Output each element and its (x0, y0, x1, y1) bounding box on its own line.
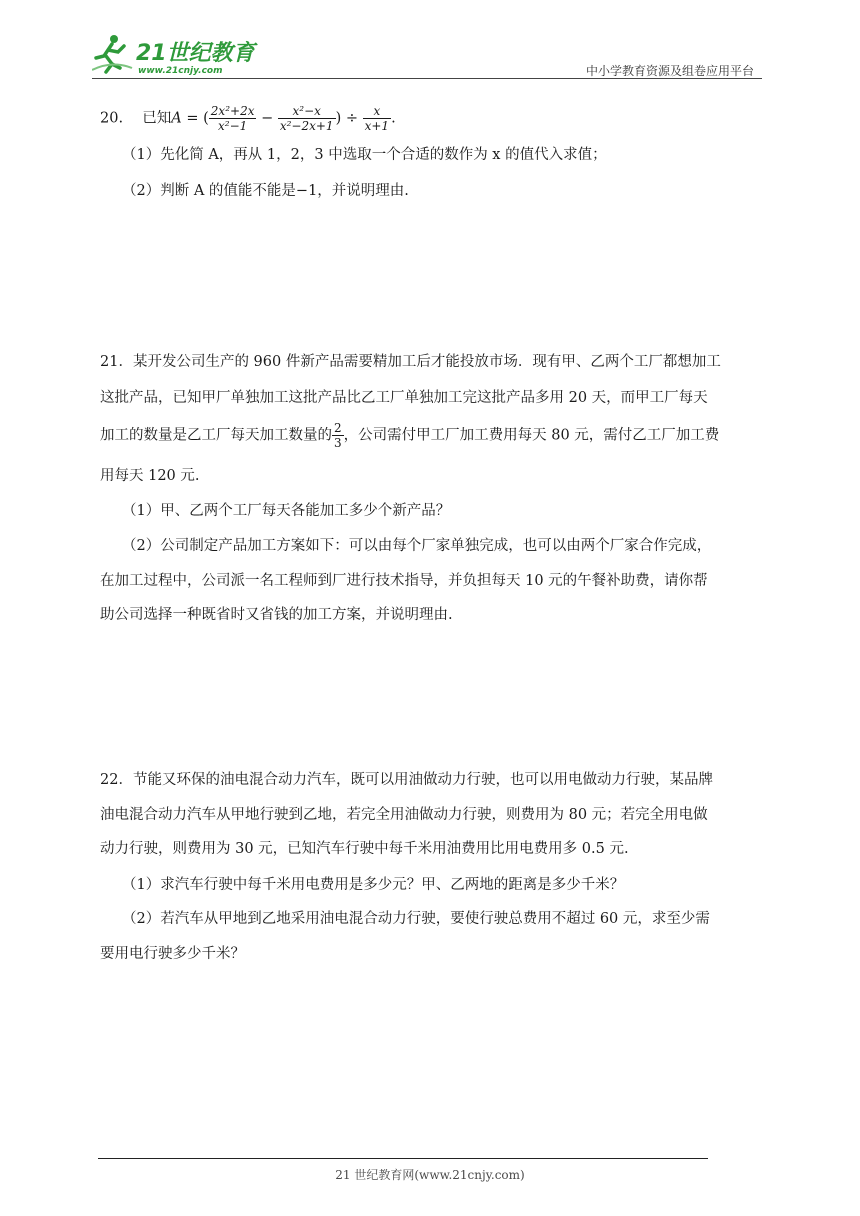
header-divider (92, 78, 762, 79)
q20-fraction-2: $\frac{\text{x²−x}}{\text{x²−2x+1}}$ (279, 104, 334, 133)
q22-line-1: 22．节能又环保的油电混合动力汽车，既可以用油做动力行驶，也可以用电做动力行驶，某品牌 (100, 772, 713, 788)
logo-21cnjy (92, 30, 262, 76)
q21-line-2: 这批产品，已知甲厂单独加工这批产品比乙工厂单独加工完这批产品多用 20 天，而甲工厂每天 (100, 390, 708, 406)
logo-text: 21世纪教育 (136, 41, 255, 66)
q21-fraction: $\frac{2}{3}$ (334, 421, 342, 450)
page-header (92, 30, 762, 80)
q22-line-3: 动力行驶，则费用为 30 元，已知汽车行驶中每千米用油费用比用电费用多 0.5 元. (100, 841, 629, 857)
q20-stem: 20. 已知A = ( $\frac{\text{2x²+2x}}{\text{x²−1}}$ − $\frac{\text{x²−x}}{\text{x²−2x+1}}$ ) ÷ $\frac{x}{x+1}$ . (100, 104, 396, 133)
footer-divider (98, 1158, 708, 1159)
q20-fraction-1: $\frac{\text{2x²+2x}}{\text{x²−1}}$ (210, 104, 255, 133)
q20-var: A (171, 110, 182, 127)
q21-line-1: 21．某开发公司生产的 960 件新产品需要精加工后才能投放市场．现有甲、乙两个工厂都想加工 (100, 354, 721, 370)
q20-part-2: （2）判断 A 的值能不能是−1，并说明理由. (122, 183, 409, 199)
q22-part-2-line-2: 要用电行驶多少千米？ (100, 946, 245, 962)
q22-part-1: （1）求汽车行驶中每千米用电费用是多少元？甲、乙两地的距离是多少千米？ (122, 877, 625, 893)
q21-line-4: 用每天 120 元. (100, 468, 200, 484)
q20-number: 20. (100, 110, 124, 127)
q21-part-2-line-3: 助公司选择一种既省时又省钱的加工方案，并说明理由. (100, 607, 453, 623)
q20-eq: = ( (181, 110, 209, 127)
site-name: 中小学教育资源及组卷应用平台 (585, 64, 754, 78)
q20-fraction-3: $\frac{x}{x+1}$ (364, 104, 390, 133)
q22-line-2: 油电混合动力汽车从甲地行驶到乙地，若完全用油做动力行驶，则费用为 80 元；若完全用电做 (100, 807, 708, 823)
q21-line-3: 加工的数量是乙工厂每天加工数量的 $\frac{2}{3}$ ，公司需付甲工厂加工费用每天 80 元，需付乙工厂加工费 (100, 421, 720, 450)
q20-part-1: （1）先化简 A，再从 1，2，3 中选取一个合适的数作为 x 的值代入求值； (122, 147, 607, 163)
q21-part-1: （1）甲、乙两个工厂每天各能加工多少个新产品？ (122, 503, 451, 519)
footer-text: 21 世纪教育网(www.21cnjy.com) (335, 1168, 525, 1182)
q22-part-2-line-1: （2）若汽车从甲地到乙地采用油电混合动力行驶，要使行驶总费用不超过 60 元，求至少需 (122, 911, 710, 927)
logo-url: www.21cnjy.com (138, 66, 223, 76)
q21-part-2-line-2: 在加工过程中，公司派一名工程师到厂进行技术指导，并负担每天 10 元的午餐补助费，请你帮 (100, 573, 708, 589)
q21-part-2-line-1: （2）公司制定产品加工方案如下：可以由每个厂家单独完成，也可以由两个厂家合作完成， (122, 538, 712, 554)
q20-lead: 已知 (142, 110, 172, 127)
